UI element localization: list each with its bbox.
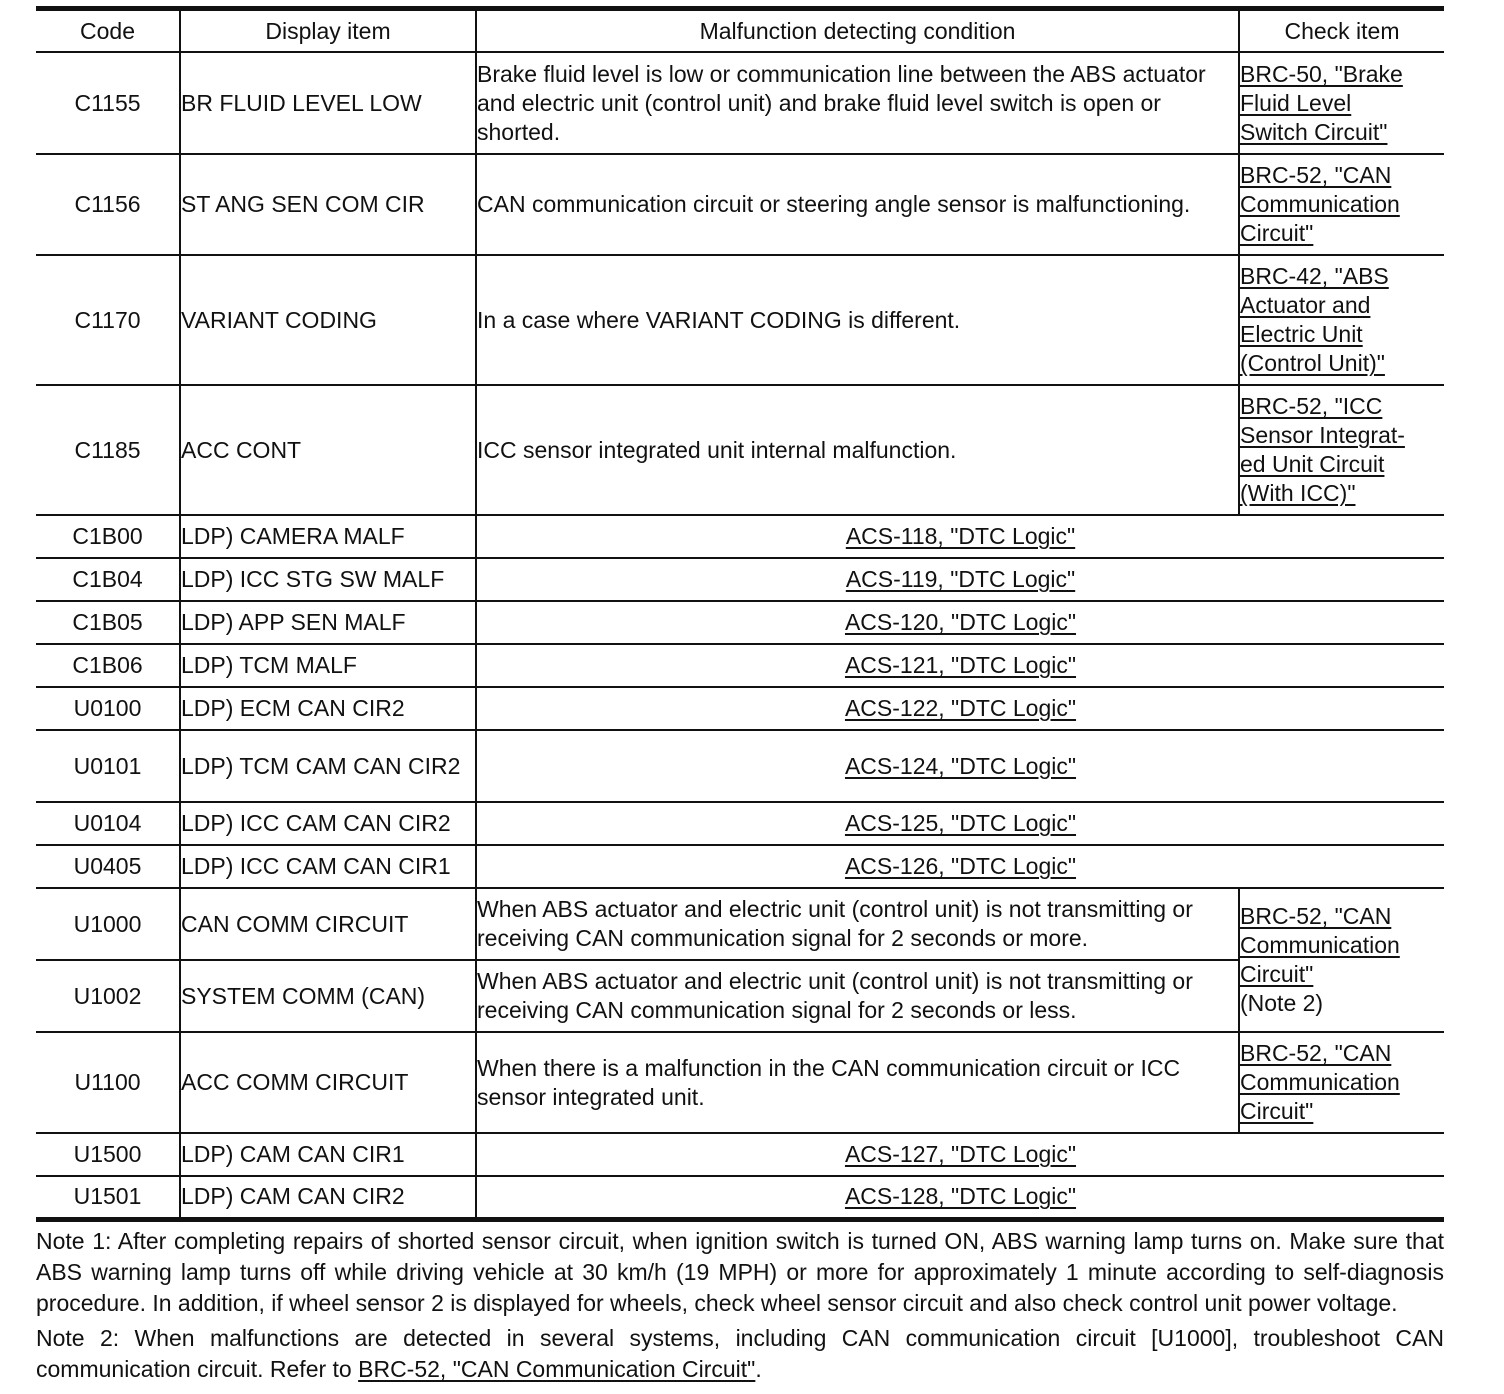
- display-item-cell: LDP) CAMERA MALF: [180, 515, 476, 558]
- table-row: [36, 888, 1444, 960]
- code-cell: C1170: [36, 255, 180, 385]
- header-condition: Malfunction detecting condition: [476, 9, 1239, 53]
- table-row: [36, 385, 1444, 515]
- display-item-cell: LDP) APP SEN MALF: [180, 601, 476, 644]
- table-row: [36, 255, 1444, 385]
- reference-link[interactable]: ACS-125, "DTC Logic": [844, 810, 1077, 836]
- code-cell: C1155: [36, 52, 180, 154]
- table-row: [36, 960, 1444, 1032]
- condition-cell: When there is a malfunction in the CAN communication circuit or ICC sensor integrated unit.: [476, 1032, 1239, 1133]
- reference-cell: [476, 558, 1444, 601]
- display-item-cell: VARIANT CODING: [180, 255, 476, 385]
- reference-link[interactable]: ACS-126, "DTC Logic": [844, 853, 1077, 879]
- check-item-cell: [1239, 1032, 1444, 1133]
- display-item-cell: LDP) ECM CAN CIR2: [180, 687, 476, 730]
- table-row: [36, 802, 1444, 845]
- document: [36, 6, 1444, 1389]
- display-item-cell: LDP) ICC CAM CAN CIR1: [180, 845, 476, 888]
- reference-link[interactable]: ACS-118, "DTC Logic": [845, 523, 1076, 549]
- condition-cell: In a case where VARIANT CODING is different.: [476, 255, 1239, 385]
- check-item-link[interactable]: BRC-42, "ABS Actuator and Electric Unit (Control Unit)": [1240, 263, 1389, 376]
- code-cell: C1B05: [36, 601, 180, 644]
- check-item-cell: [1239, 255, 1444, 385]
- table-row: [36, 687, 1444, 730]
- condition-cell: Brake fluid level is low or communication line between the ABS actuator and electric unit (control unit) and brake fluid level switch is open or shorted.: [476, 52, 1239, 154]
- check-item-link[interactable]: BRC-52, "CAN Communication Circuit": [1240, 1040, 1400, 1124]
- check-item-link[interactable]: BRC-50, "Brake Fluid Level Switch Circuit": [1240, 60, 1403, 145]
- reference-cell: [476, 515, 1444, 558]
- display-item-cell: LDP) ICC CAM CAN CIR2: [180, 802, 476, 845]
- code-cell: U0405: [36, 845, 180, 888]
- table-row: [36, 644, 1444, 687]
- code-cell: C1B00: [36, 515, 180, 558]
- table-row: [36, 515, 1444, 558]
- reference-cell: [476, 802, 1444, 845]
- table-row: [36, 1032, 1444, 1133]
- code-cell: U1100: [36, 1032, 180, 1133]
- reference-link[interactable]: ACS-122, "DTC Logic": [844, 695, 1077, 721]
- code-cell: U0101: [36, 730, 180, 802]
- code-cell: U0104: [36, 802, 180, 845]
- header-row: [36, 9, 1444, 53]
- reference-link[interactable]: ACS-120, "DTC Logic": [844, 609, 1077, 635]
- table-row: [36, 845, 1444, 888]
- display-item-cell: LDP) ICC STG SW MALF: [180, 558, 476, 601]
- table-row: [36, 558, 1444, 601]
- reference-cell: [476, 601, 1444, 644]
- header-code: Code: [36, 9, 180, 53]
- code-cell: C1B06: [36, 644, 180, 687]
- header-display-item: Display item: [180, 9, 476, 53]
- reference-cell: [476, 1133, 1444, 1176]
- header-check-item: Check item: [1239, 9, 1444, 53]
- condition-cell: ICC sensor integrated unit internal malfunction.: [476, 385, 1239, 515]
- code-cell: U0100: [36, 687, 180, 730]
- reference-link[interactable]: ACS-127, "DTC Logic": [844, 1141, 1077, 1167]
- display-item-cell: LDP) TCM MALF: [180, 644, 476, 687]
- reference-cell: [476, 845, 1444, 888]
- display-item-cell: ST ANG SEN COM CIR: [180, 154, 476, 255]
- check-item-cell: [1239, 154, 1444, 255]
- display-item-cell: LDP) CAM CAN CIR2: [180, 1176, 476, 1219]
- code-cell: U1500: [36, 1133, 180, 1176]
- table-row: [36, 1176, 1444, 1219]
- check-item-note: (Note 2): [1240, 990, 1324, 1016]
- display-item-cell: ACC COMM CIRCUIT: [180, 1032, 476, 1133]
- check-item-cell: [1239, 385, 1444, 515]
- table-row: [36, 730, 1444, 802]
- condition-cell: When ABS actuator and electric unit (control unit) is not transmitting or receiving CAN communication signal for 2 seconds or more.: [476, 888, 1239, 960]
- note-2-text: Note 2: When malfunctions are detected in several systems, including CAN communication circuit [U1000], troubleshoot CAN communication circuit. Refer to: [36, 1324, 1444, 1382]
- condition-cell: When ABS actuator and electric unit (control unit) is not transmitting or receiving CAN communication signal for 2 seconds or less.: [476, 960, 1239, 1032]
- note-2: [36, 1323, 1444, 1385]
- display-item-cell: LDP) CAM CAN CIR1: [180, 1133, 476, 1176]
- table-row: [36, 154, 1444, 255]
- check-item-cell: [1239, 888, 1444, 1032]
- code-cell: C1B04: [36, 558, 180, 601]
- notes-section: [36, 1226, 1444, 1385]
- reference-link[interactable]: ACS-128, "DTC Logic": [844, 1183, 1077, 1210]
- reference-cell: [476, 730, 1444, 802]
- display-item-cell: SYSTEM COMM (CAN): [180, 960, 476, 1032]
- note-1: Note 1: After completing repairs of shorted sensor circuit, when ignition switch is turned ON, ABS warning lamp turns on. Make sure that ABS warning lamp turns off while driving vehicle at 30 km/h (19 MPH) or more for approximately 1 minute according to self-diagnosis procedure. In addition, if wheel sensor 2 is displayed for wheels, check wheel sensor circuit and also check control unit power voltage.: [36, 1227, 1444, 1316]
- display-item-cell: CAN COMM CIRCUIT: [180, 888, 476, 960]
- check-item-link[interactable]: BRC-52, "CAN Communication Circuit": [1240, 903, 1400, 987]
- table-row: [36, 1133, 1444, 1176]
- reference-cell: [476, 644, 1444, 687]
- display-item-cell: LDP) TCM CAM CAN CIR2: [180, 730, 476, 802]
- display-item-cell: BR FLUID LEVEL LOW: [180, 52, 476, 154]
- code-cell: U1501: [36, 1176, 180, 1219]
- code-cell: U1002: [36, 960, 180, 1032]
- code-cell: C1185: [36, 385, 180, 515]
- table-row: [36, 601, 1444, 644]
- code-cell: C1156: [36, 154, 180, 255]
- note-2-end: .: [755, 1355, 762, 1382]
- check-item-link[interactable]: BRC-52, "CAN Communication Circuit": [1240, 162, 1400, 246]
- reference-link[interactable]: ACS-121, "DTC Logic": [844, 652, 1077, 678]
- condition-cell: CAN communication circuit or steering angle sensor is malfunctioning.: [476, 154, 1239, 255]
- table-row: [36, 52, 1444, 154]
- display-item-cell: ACC CONT: [180, 385, 476, 515]
- check-item-cell: [1239, 52, 1444, 154]
- reference-link[interactable]: ACS-119, "DTC Logic": [845, 566, 1076, 592]
- note-2-link[interactable]: BRC-52, "CAN Communication Circuit": [358, 1355, 756, 1382]
- code-cell: U1000: [36, 888, 180, 960]
- reference-link[interactable]: ACS-124, "DTC Logic": [844, 752, 1077, 779]
- dtc-table: [36, 6, 1444, 1222]
- reference-cell: [476, 687, 1444, 730]
- check-item-link[interactable]: BRC-52, "ICC Sensor Integrat- ed Unit Circuit (With ICC)": [1240, 393, 1405, 506]
- reference-cell: [476, 1176, 1444, 1219]
